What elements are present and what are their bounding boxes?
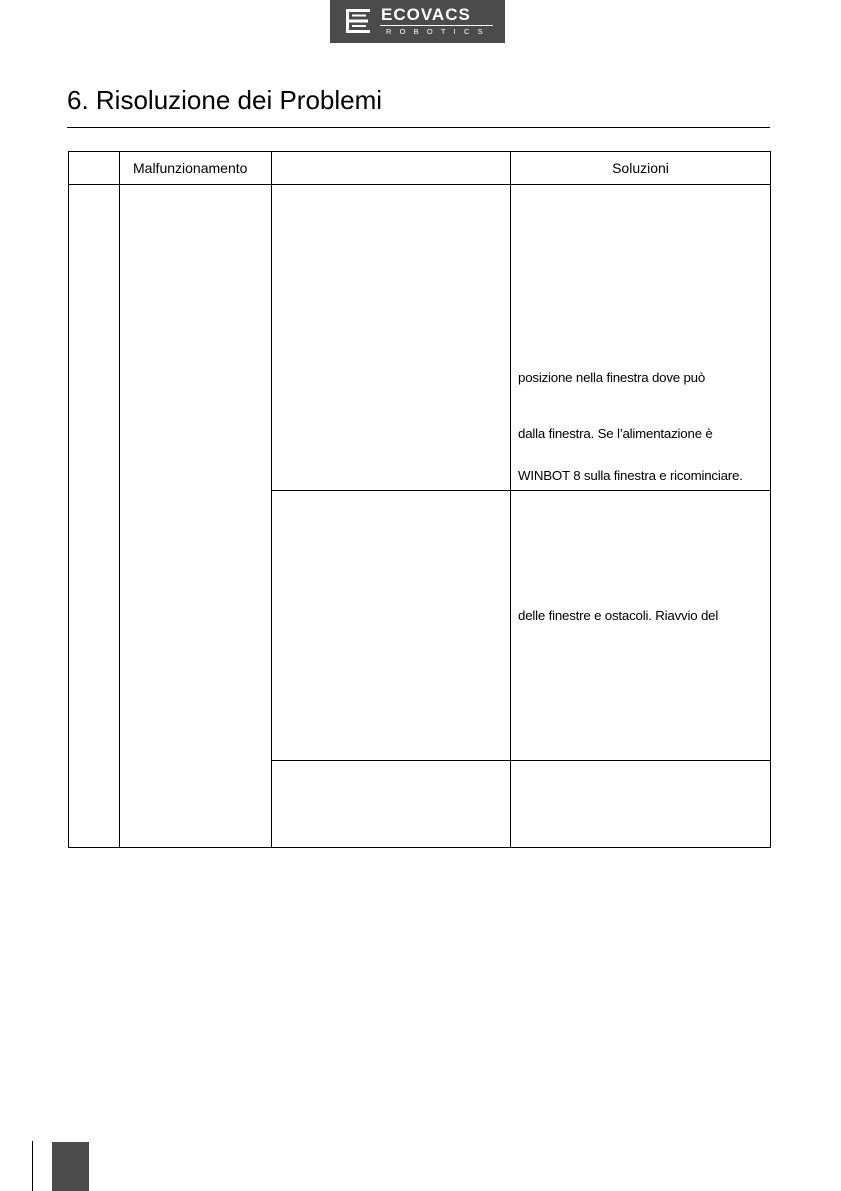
footer-divider (32, 1141, 33, 1191)
solution-cell (511, 491, 771, 761)
header-malfunction: Malfunzionamento (120, 152, 272, 185)
solution-cell (511, 185, 771, 491)
page-title: 6. Risoluzione dei Problemi (67, 85, 383, 115)
brand-tagline: ROBOTICS (386, 27, 491, 36)
brand-divider (380, 25, 493, 26)
solution-line: posizione nella finestra dove può (518, 370, 706, 385)
title-divider (67, 127, 770, 128)
ecovacs-logo-icon (344, 6, 374, 36)
troubleshooting-table (68, 151, 771, 848)
header-cause (272, 152, 511, 185)
cause-cell (272, 761, 511, 848)
index-cell (69, 185, 120, 848)
solution-line: dalla finestra. Se l’alimentazione è (518, 426, 713, 441)
header-index (69, 152, 120, 185)
brand-logo (330, 0, 505, 43)
table-header-row (69, 152, 771, 185)
brand-name: ECOVACS (381, 5, 471, 24)
table-row (69, 185, 771, 491)
page-number-tab (52, 1142, 89, 1191)
solution-cell (511, 761, 771, 848)
malfunction-cell (120, 185, 272, 848)
header-solutions: Soluzioni (511, 152, 771, 185)
cause-cell (272, 491, 511, 761)
solution-line: delle finestre e ostacoli. Riavvio del (518, 608, 719, 623)
cause-cell (272, 185, 511, 491)
solution-line: WINBOT 8 sulla finestra e ricominciare. (518, 468, 743, 483)
